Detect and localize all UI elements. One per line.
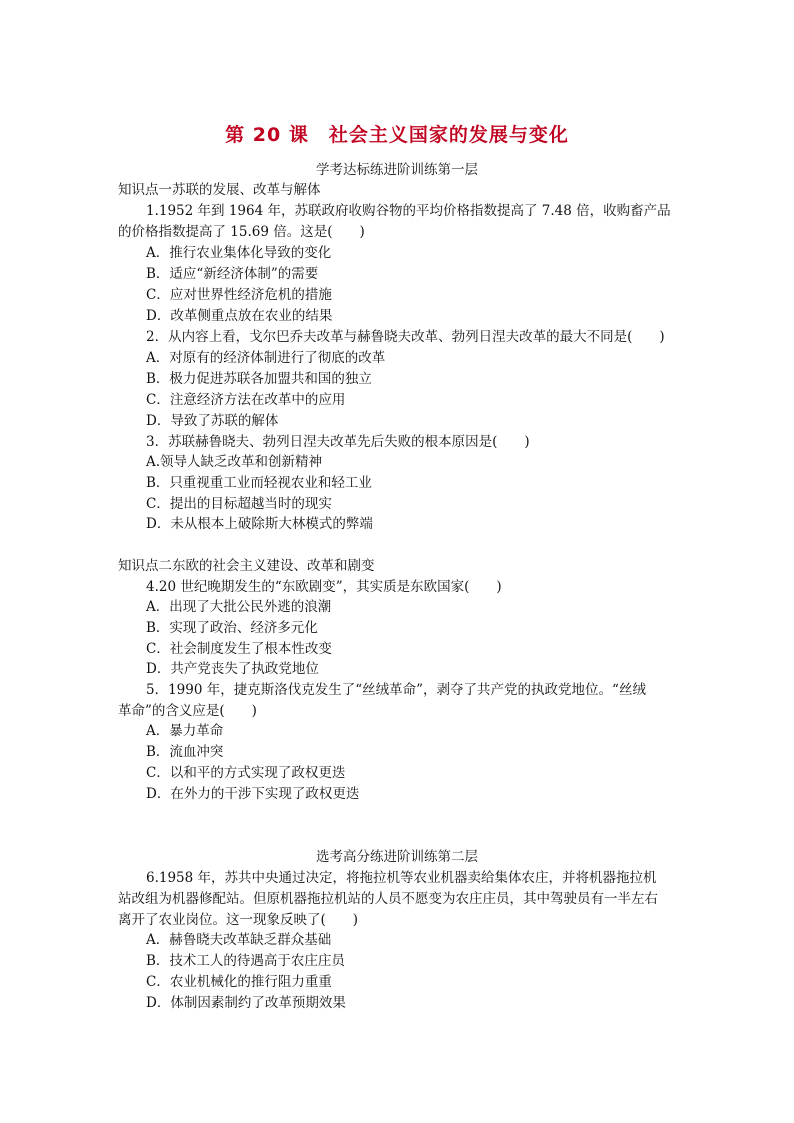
section2-heading: 选考高分练进阶训练第二层 — [316, 849, 478, 865]
q5-stem-line1: 5．1990 年，捷克斯洛伐克发生了“丝绒革命”，剥夺了共产党的执政党地位。“丝绒 — [146, 682, 646, 698]
q2-stem-line1: 2．从内容上看，戈尔巴乔夫改革与赫鲁晓夫改革、勃列日涅夫改革的最大不同是( ) — [146, 329, 665, 345]
q6-option-c: C．农业机械化的推行阻力重重 — [146, 974, 332, 990]
q6-option-b: B．技术工人的待遇高于农庄庄员 — [146, 953, 345, 969]
lesson-title: 第 20 课 社会主义国家的发展与变化 — [225, 124, 569, 146]
q5-option-b: B．流血冲突 — [146, 744, 224, 760]
q6-stem-line1: 6.1958 年，苏共中央通过决定，将拖拉机等农业机器卖给集体农庄，并将机器拖拉机 — [146, 870, 657, 886]
q5-option-c: C．以和平的方式实现了政权更迭 — [146, 765, 346, 781]
q5-option-a: A．暴力革命 — [146, 723, 224, 739]
q3-option-d: D．未从根本上破除斯大林模式的弊端 — [146, 516, 373, 532]
q2-option-c: C．注意经济方法在改革中的应用 — [146, 392, 346, 408]
q1-option-c: C．应对世界性经济危机的措施 — [146, 287, 332, 303]
section1-heading: 学考达标练进阶训练第一层 — [316, 162, 478, 178]
q3-option-c: C．提出的目标超越当时的现实 — [146, 496, 332, 512]
q1-option-a: A．推行农业集体化导致的变化 — [146, 245, 332, 261]
q6-stem-line2: 站改组为机器修配站。但原机器拖拉机站的人员不愿变为农庄庄员，其中驾驶员有一半左右 — [118, 891, 658, 907]
q1-option-b: B．适应“新经济体制”的需要 — [146, 266, 319, 282]
q4-option-b: B．实现了政治、经济多元化 — [146, 620, 318, 636]
q3-stem-line1: 3．苏联赫鲁晓夫、勃列日涅夫改革先后失败的根本原因是( ) — [146, 434, 530, 450]
knowledge-point-2-heading: 知识点二东欧的社会主义建设、改革和剧变 — [118, 558, 375, 574]
q2-option-a: A．对原有的经济体制进行了彻底的改革 — [146, 350, 386, 366]
q4-option-c: C．社会制度发生了根本性改变 — [146, 641, 332, 657]
q4-option-d: D．共产党丧失了执政党地位 — [146, 661, 319, 677]
q3-option-b: B．只重视重工业而轻视农业和轻工业 — [146, 475, 372, 491]
q6-option-a: A．赫鲁晓夫改革缺乏群众基础 — [146, 932, 332, 948]
q6-option-d: D．体制因素制约了改革预期效果 — [146, 995, 346, 1011]
q6-stem-line3: 离开了农业岗位。这一现象反映了( ) — [118, 912, 359, 928]
q1-stem-line1: 1.1952 年到 1964 年，苏联政府收购谷物的平均价格指数提高了 7.48 倍，收购畜产品 — [146, 203, 671, 219]
q2-option-d: D．导致了苏联的解体 — [146, 413, 279, 429]
q2-option-b: B．极力促进苏联各加盟共和国的独立 — [146, 371, 372, 387]
q4-stem-line1: 4.20 世纪晚期发生的“东欧剧变”，其实质是东欧国家( ) — [146, 579, 502, 595]
q3-option-a: A.领导人缺乏改革和创新精神 — [146, 454, 323, 470]
q5-option-d: D．在外力的干涉下实现了政权更迭 — [146, 786, 360, 802]
q1-option-d: D．改革侧重点放在农业的结果 — [146, 308, 333, 324]
q4-option-a: A．出现了大批公民外逃的浪潮 — [146, 599, 332, 615]
q1-stem-line2: 的价格指数提高了 15.69 倍。这是( ) — [118, 224, 365, 240]
knowledge-point-1-heading: 知识点一苏联的发展、改革与解体 — [118, 182, 321, 198]
q5-stem-line2: 革命”的含义应是( ) — [118, 703, 257, 719]
